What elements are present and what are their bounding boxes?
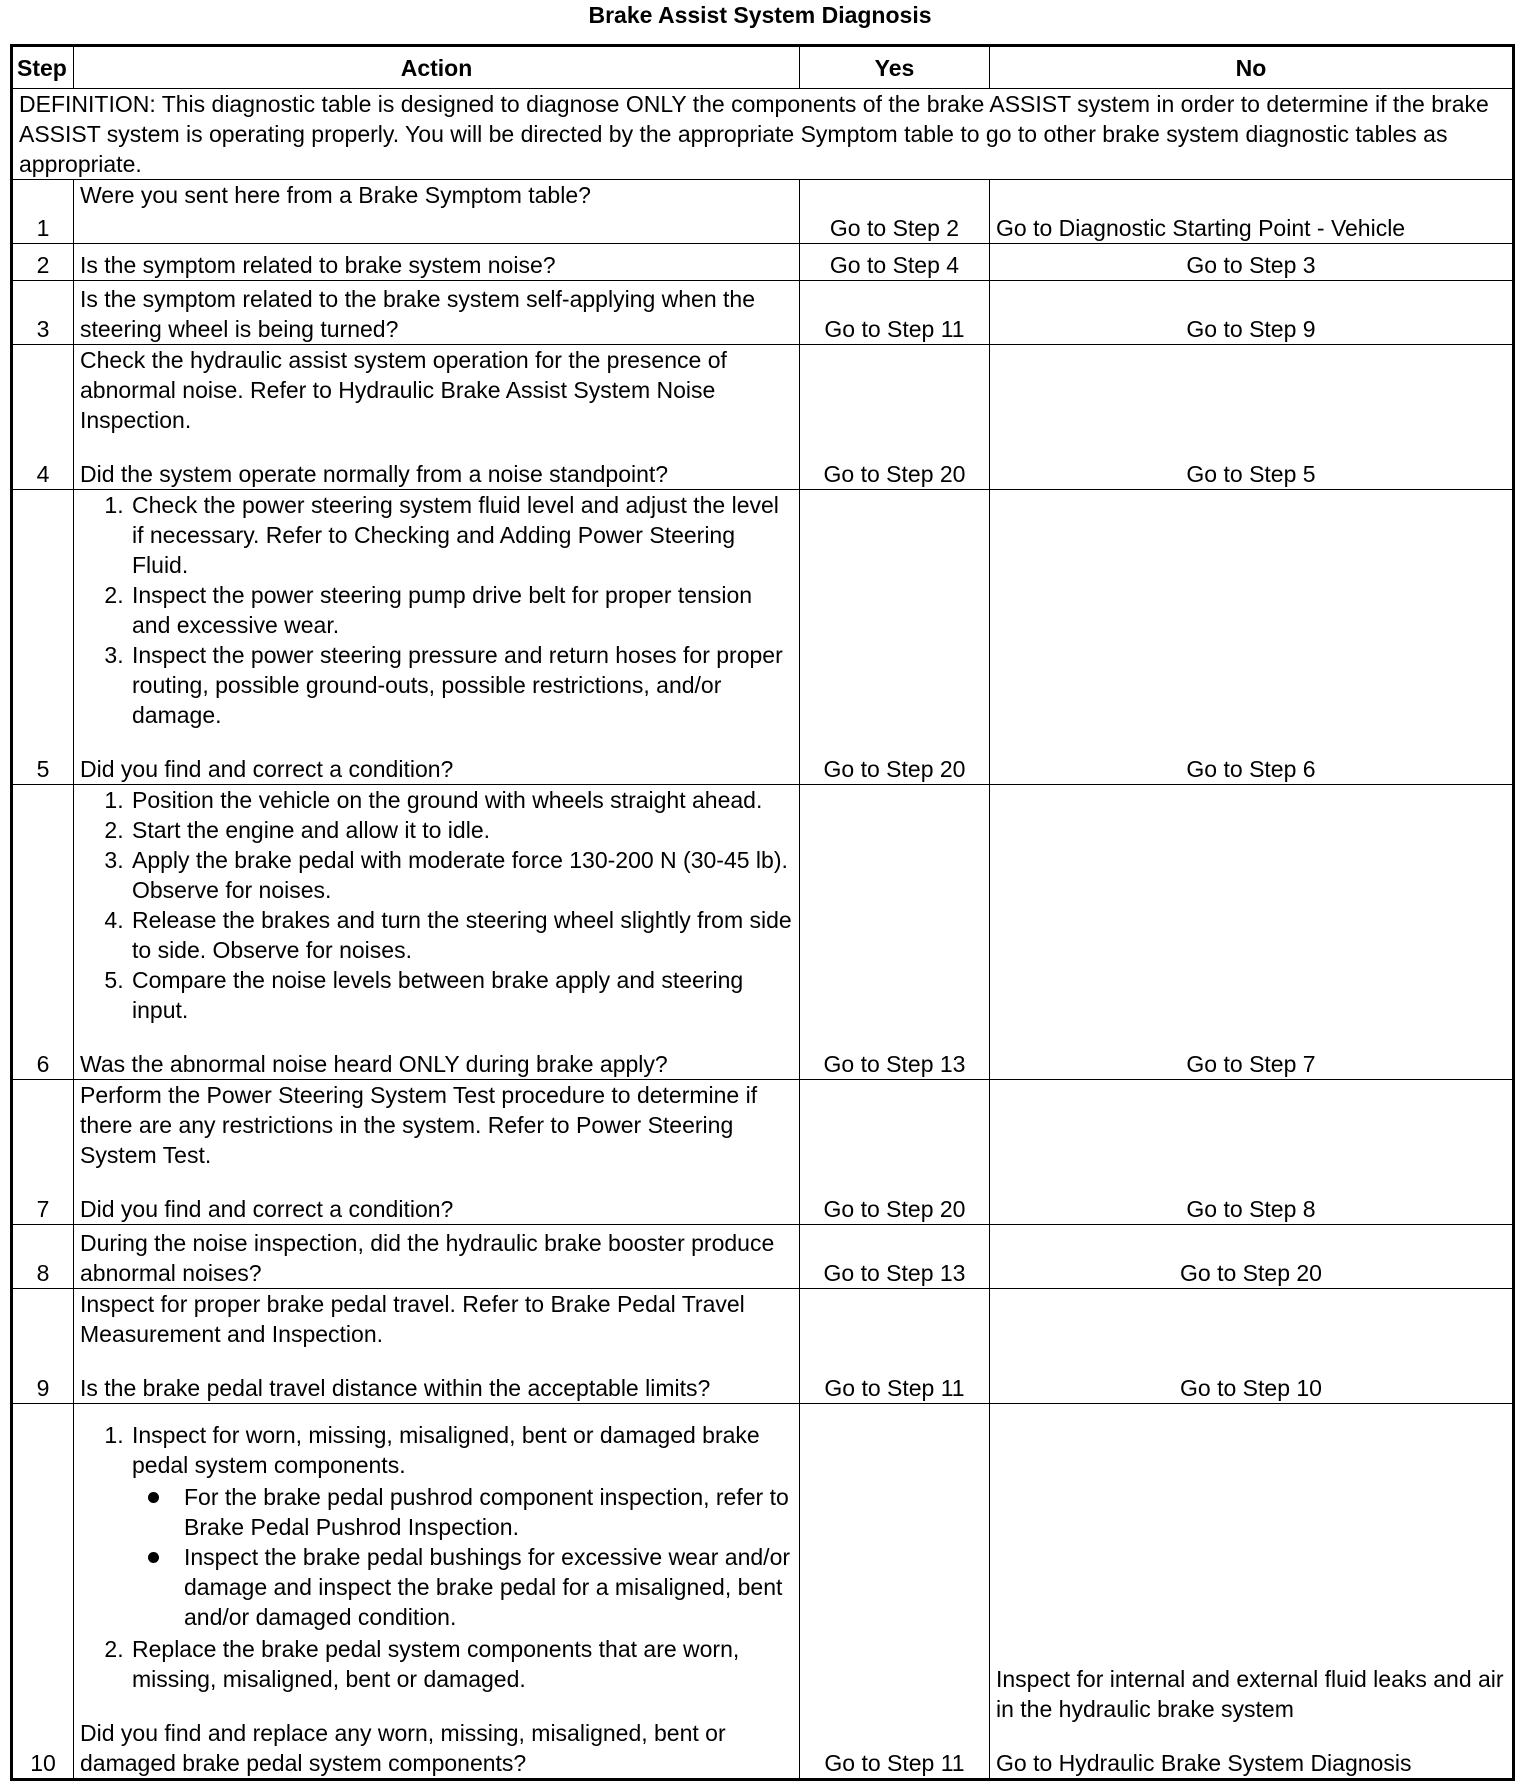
- list-item-text: Inspect for worn, missing, misaligned, bent or damaged brake pedal system components.: [132, 1422, 760, 1478]
- definition-row: [12, 89, 1514, 180]
- header-step: Step: [12, 46, 74, 89]
- action-cell: [74, 180, 800, 244]
- action-question: During the noise inspection, did the hydraulic brake booster produce abnormal noises?: [80, 1230, 775, 1286]
- table-row: [12, 1225, 1514, 1289]
- no-cell: Go to Diagnostic Starting Point - Vehicle: [990, 180, 1514, 244]
- yes-cell: Go to Step 20: [800, 345, 990, 490]
- step-number: 3: [12, 281, 74, 345]
- list-item: 1. Check the power steering system fluid level and adjust the level if necessary. Refer to Checking and Adding Power Steering Fluid.: [130, 490, 793, 580]
- action-question: Is the brake pedal travel distance within the acceptable limits?: [80, 1375, 711, 1401]
- action-question: Were you sent here from a Brake Symptom table?: [80, 182, 591, 208]
- action-cell: [74, 281, 800, 345]
- yes-cell: Go to Step 20: [800, 490, 990, 785]
- no-cell: Go to Step 7: [990, 785, 1514, 1080]
- table-row: [12, 281, 1514, 345]
- list-item: [130, 1420, 793, 1632]
- header-yes: Yes: [800, 46, 990, 89]
- step-number: 7: [12, 1080, 74, 1225]
- no-cell: Go to Step 8: [990, 1080, 1514, 1225]
- table-row: [12, 490, 1514, 785]
- action-intro: Perform the Power Steering System Test procedure to determine if there are any restrictions in the system. Refer to Power Steering System Test.: [80, 1082, 758, 1168]
- action-question: Was the abnormal noise heard ONLY during brake apply?: [80, 1051, 668, 1077]
- step-number: 10: [12, 1404, 74, 1780]
- no-cell: Go to Step 10: [990, 1289, 1514, 1404]
- yes-cell: Go to Step 11: [800, 281, 990, 345]
- page-title: Brake Assist System Diagnosis: [588, 2, 932, 28]
- action-cell: [74, 1404, 800, 1780]
- list-item: 2. Replace the brake pedal system components that are worn, missing, misaligned, bent or damaged.: [130, 1634, 793, 1694]
- no-cell: [990, 1404, 1514, 1780]
- yes-cell: Go to Step 4: [800, 244, 990, 281]
- no-cell: Go to Step 3: [990, 244, 1514, 281]
- table-row: [12, 180, 1514, 244]
- table-row: [12, 1080, 1514, 1225]
- yes-cell: Go to Step 13: [800, 785, 990, 1080]
- action-cell: [74, 1289, 800, 1404]
- action-cell: [74, 785, 800, 1080]
- list-item: 1. Position the vehicle on the ground with wheels straight ahead.: [130, 785, 793, 815]
- action-question: Did you find and replace any worn, missing, misaligned, bent or damaged brake pedal system components?: [80, 1720, 726, 1776]
- yes-cell: Go to Step 11: [800, 1289, 990, 1404]
- yes-cell: Go to Step 20: [800, 1080, 990, 1225]
- action-intro: Check the hydraulic assist system operation for the presence of abnormal noise. Refer to Hydraulic Brake Assist System Noise Inspection.: [80, 347, 727, 433]
- header-row: [12, 46, 1514, 89]
- step-number: 6: [12, 785, 74, 1080]
- action-question: Is the symptom related to brake system noise?: [80, 252, 556, 278]
- step-number: 9: [12, 1289, 74, 1404]
- table-row: [12, 1289, 1514, 1404]
- action-cell: [74, 1080, 800, 1225]
- header-no: No: [990, 46, 1514, 89]
- action-question: Did the system operate normally from a noise standpoint?: [80, 461, 669, 487]
- action-cell: [74, 1225, 800, 1289]
- step-number: 4: [12, 345, 74, 490]
- diagnosis-table: [10, 44, 1515, 1781]
- list-item: 2. Start the engine and allow it to idle.: [130, 815, 793, 845]
- action-steps-list: [80, 785, 793, 1025]
- bullet-list: [132, 1482, 793, 1632]
- list-item: 3. Inspect the power steering pressure and return hoses for proper routing, possible ground-outs, possible restrictions, and/or damage.: [130, 640, 793, 730]
- bullet-item: Inspect the brake pedal bushings for excessive wear and/or damage and inspect the brake pedal for a misaligned, bent and/or damaged condition.: [182, 1542, 793, 1632]
- yes-cell: Go to Step 13: [800, 1225, 990, 1289]
- header-action: Action: [74, 46, 800, 89]
- list-item: 3. Apply the brake pedal with moderate force 130-200 N (30-45 lb). Observe for noises.: [130, 845, 793, 905]
- table-row: [12, 244, 1514, 281]
- no-link-text: Go to Hydraulic Brake System Diagnosis: [996, 1750, 1412, 1776]
- yes-cell: Go to Step 11: [800, 1404, 990, 1780]
- action-cell: [74, 490, 800, 785]
- definition-text: DEFINITION: This diagnostic table is designed to diagnose ONLY the components of the brake ASSIST system in order to determine if the brake ASSIST system is operating properly. You will be directed by the appropriate Symptom table to go to other brake system diagnostic tables as appropriate.: [12, 89, 1514, 180]
- yes-cell: Go to Step 2: [800, 180, 990, 244]
- table-row: [12, 785, 1514, 1080]
- no-cell: Go to Step 6: [990, 490, 1514, 785]
- step-number: 2: [12, 244, 74, 281]
- no-cell: Go to Step 5: [990, 345, 1514, 490]
- step-number: 5: [12, 490, 74, 785]
- action-question: Did you find and correct a condition?: [80, 756, 454, 782]
- bullet-item: For the brake pedal pushrod component inspection, refer to Brake Pedal Pushrod Inspection.: [182, 1482, 793, 1542]
- action-question: Is the symptom related to the brake system self-applying when the steering wheel is being turned?: [80, 286, 755, 342]
- list-item: 4. Release the brakes and turn the steering wheel slightly from side to side. Observe for noises.: [130, 905, 793, 965]
- list-item: 5. Compare the noise levels between brake apply and steering input.: [130, 965, 793, 1025]
- action-intro: Inspect for proper brake pedal travel. Refer to Brake Pedal Travel Measurement and Inspection.: [80, 1291, 745, 1347]
- action-cell: [74, 345, 800, 490]
- action-steps-list: [80, 1420, 793, 1694]
- step-number: 1: [12, 180, 74, 244]
- action-cell: [74, 244, 800, 281]
- action-question: Did you find and correct a condition?: [80, 1196, 454, 1222]
- action-steps-list: [80, 490, 793, 730]
- step-number: 8: [12, 1225, 74, 1289]
- no-cell: Go to Step 20: [990, 1225, 1514, 1289]
- no-note: Inspect for internal and external fluid leaks and air in the hydraulic brake system: [996, 1666, 1504, 1722]
- table-row: [12, 1404, 1514, 1780]
- no-cell: Go to Step 9: [990, 281, 1514, 345]
- list-item: 2. Inspect the power steering pump drive belt for proper tension and excessive wear.: [130, 580, 793, 640]
- table-row: [12, 345, 1514, 490]
